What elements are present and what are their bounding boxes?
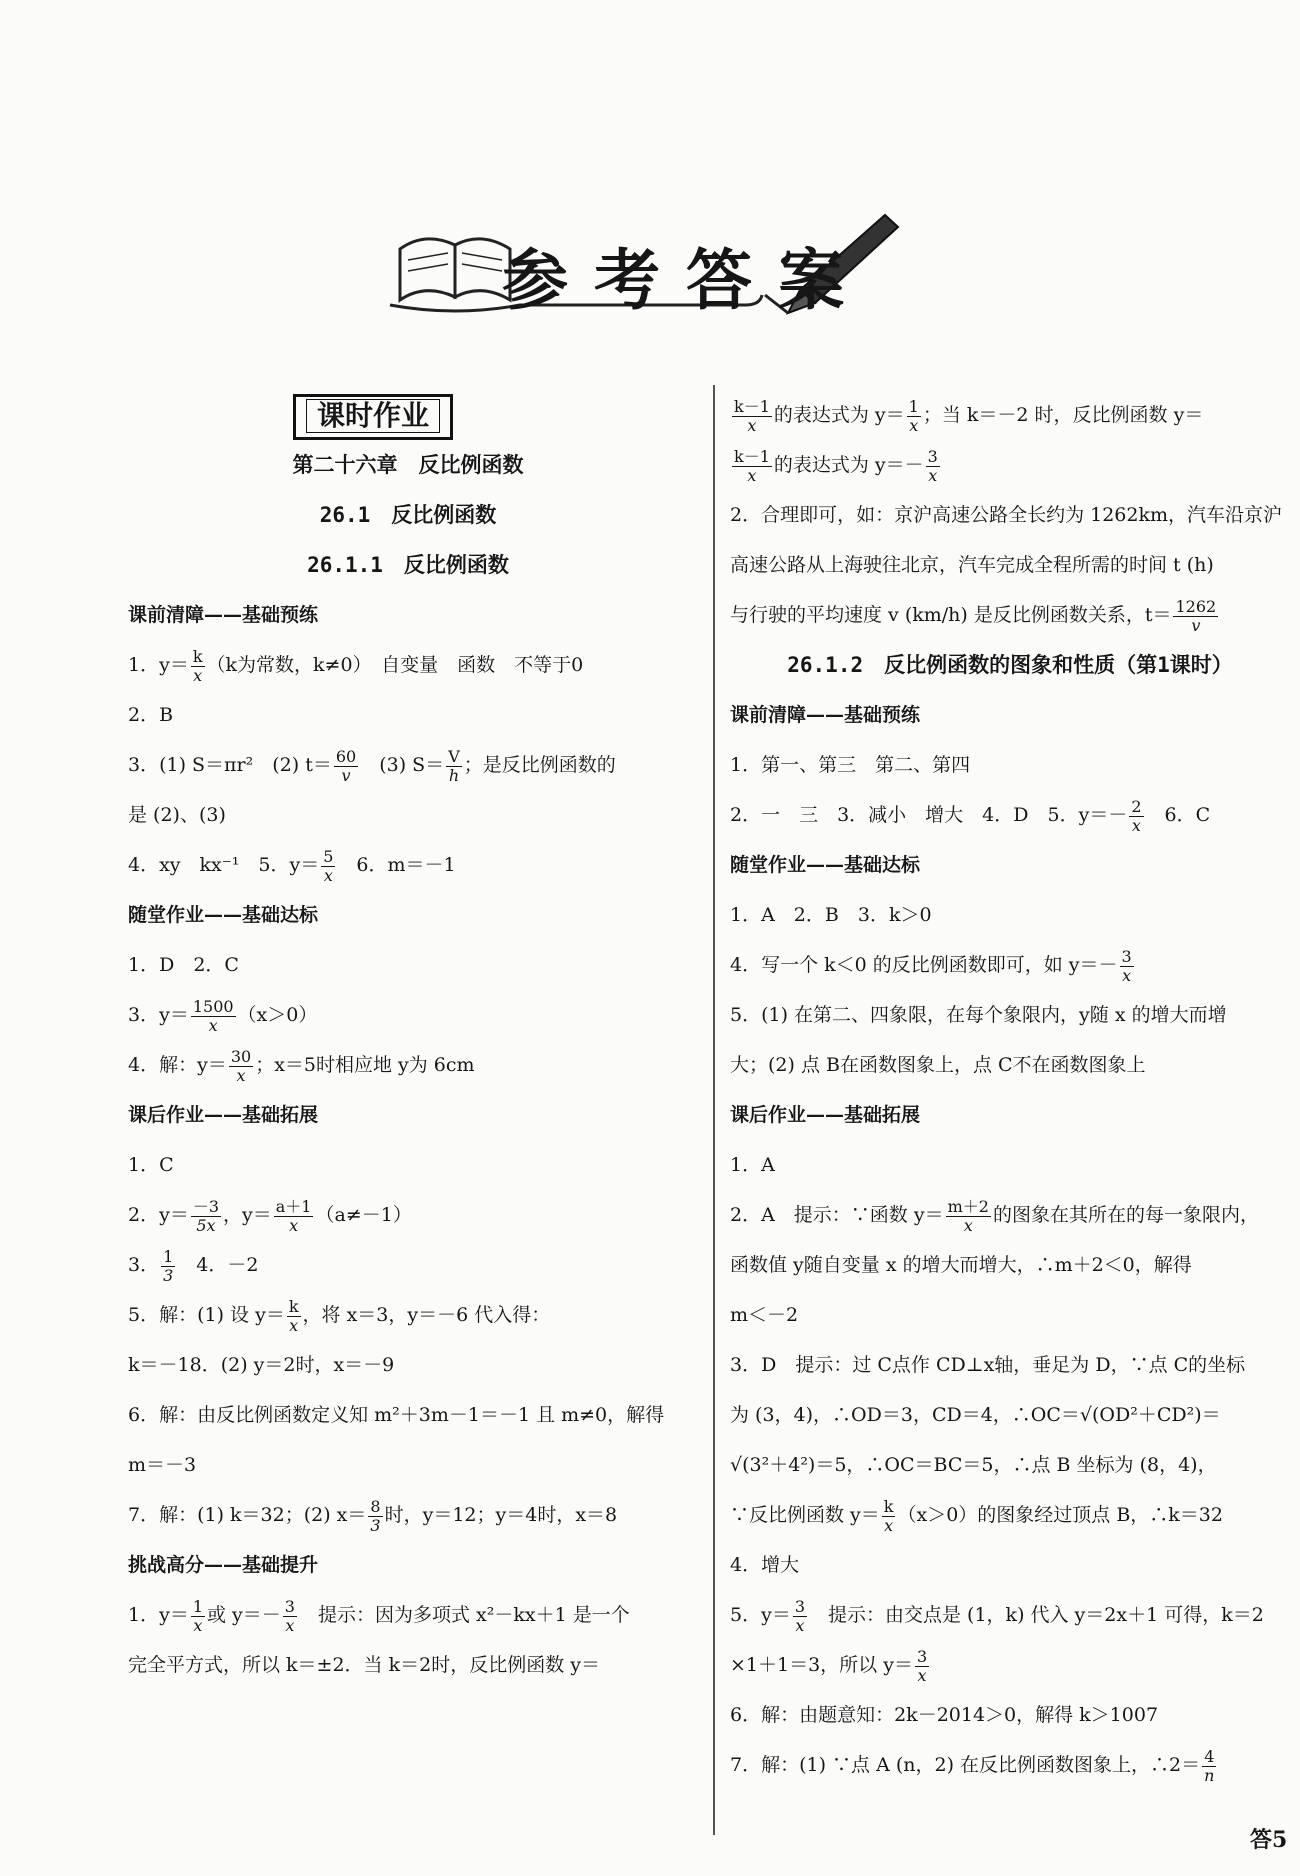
answer-line: $\frac{k-1}{x}$ 的表达式为 y＝－ $\frac{3}{x}$ <box>734 446 938 485</box>
answer-line: 1．y＝ $\frac{k}{x}$ （k为常数，k≠0） 自变量 函数 不等于0 <box>128 646 584 685</box>
answer-line: 2．一 三 3．减小 增大 4．D 5．y＝－ $\frac{2}{x}$ 6．C <box>730 796 1211 835</box>
answer-line: 是 (2)、(3) <box>128 804 226 826</box>
subsection-title: 26.1.1 反比例函数 <box>307 553 509 577</box>
page-number: 答5 <box>1250 1827 1288 1853</box>
page-title: 参考答案 <box>502 241 870 319</box>
answer-line: 2．y＝ $\frac{-3}{5x}$ ，y＝ $\frac{a+1}{x}$ （a≠－1） <box>128 1196 412 1235</box>
answer-line: 与行驶的平均速度 v (km/h) 是反比例函数关系，t＝ $\frac{1262}{v}$ <box>730 596 1217 635</box>
answer-line: 5．(1) 在第二、四象限，在每个象限内，y随 x 的增大而增 <box>730 1004 1227 1026</box>
left-column <box>128 390 688 1690</box>
answer-line: 1．第一、第三 第二、第四 <box>730 754 971 776</box>
section-title: 26.1 反比例函数 <box>319 503 497 527</box>
page-header <box>370 205 970 335</box>
section-badge: 课时作业 <box>128 390 688 440</box>
part-heading: 课前清障——基础预练 <box>730 704 921 726</box>
part-heading: 课后作业——基础拓展 <box>730 1104 921 1126</box>
part-heading: 挑战高分——基础提升 <box>128 1554 319 1576</box>
answer-line: 3． $\frac{1}{3}$ 4．－2 <box>128 1246 259 1285</box>
answer-line: 1．C <box>128 1154 174 1176</box>
answer-line: 1．y＝ $\frac{1}{x}$ 或 y＝－ $\frac{3}{x}$ 提示：因为多项式 x²－kx＋1 是一个 <box>128 1596 630 1635</box>
part-heading: 随堂作业——基础达标 <box>128 904 319 926</box>
answer-line: 大；(2) 点 B在函数图象上，点 C不在函数图象上 <box>730 1054 1146 1076</box>
answer-line: 函数值 y随自变量 x 的增大而增大，∴m＋2＜0，解得 <box>730 1254 1192 1276</box>
chapter-title: 第二十六章 反比例函数 <box>292 452 524 477</box>
answer-line: 3．(1) S＝πr² (2) t＝ $\frac{60}{v}$ (3) S＝ $\frac{V}{h}$ ；是反比例函数的 <box>128 746 616 785</box>
answer-line: k＝－18．(2) y＝2时，x＝－9 <box>128 1354 395 1376</box>
part-heading: 课后作业——基础拓展 <box>128 1104 319 1126</box>
answer-line: $\frac{k-1}{x}$ 的表达式为 y＝ $\frac{1}{x}$ ；当 k＝－2 时，反比例函数 y＝ <box>734 396 1204 435</box>
answer-line: 5．y＝ $\frac{3}{x}$ 提示：由交点是 (1，k) 代入 y＝2x＋1 可得，k＝2 <box>730 1596 1264 1635</box>
answer-line: 5．解：(1) 设 y＝ $\frac{k}{x}$ ，将 x＝3，y＝－6 代入得： <box>128 1296 551 1335</box>
answer-line: 7．解：(1) k＝32；(2) x＝ $\frac{8}{3}$ 时，y＝12；y＝4时，x＝8 <box>128 1496 618 1535</box>
answer-line: 6．解：由题意知：2k－2014＞0，解得 k＞1007 <box>730 1704 1159 1726</box>
answer-line: 1．A <box>730 1154 775 1176</box>
answer-line: 4．增大 <box>730 1554 800 1576</box>
answer-line: 完全平方式，所以 k＝±2．当 k＝2时，反比例函数 y＝ <box>128 1654 600 1676</box>
right-column <box>730 390 1290 1790</box>
answer-line: m＝－3 <box>128 1454 197 1476</box>
part-heading: 课前清障——基础预练 <box>128 604 319 626</box>
answer-line: 2．合理即可，如：京沪高速公路全长约为 1262km，汽车沿京沪 <box>730 504 1283 526</box>
answer-line: 为 (3，4)，∴OD＝3，CD＝4，∴OC＝√(OD²＋CD²)＝ <box>730 1404 1221 1426</box>
part-heading: 随堂作业——基础达标 <box>730 854 921 876</box>
answer-line: 1．D 2．C <box>128 954 239 976</box>
subsection-title: 26.1.2 反比例函数的图象和性质（第1课时） <box>787 653 1233 677</box>
answer-line: 2．B <box>128 704 174 726</box>
answer-line: 高速公路从上海驶往北京，汽车完成全程所需的时间 t (h) <box>730 554 1214 576</box>
answer-line: 4．解：y＝ $\frac{30}{x}$ ；x＝5时相应地 y为 6cm <box>128 1046 475 1085</box>
answer-line: m＜－2 <box>730 1304 799 1326</box>
answer-line: ×1＋1＝3，所以 y＝ $\frac{3}{x}$ <box>730 1646 928 1685</box>
answer-line: 3．y＝ $\frac{1500}{x}$ （x＞0） <box>128 996 318 1035</box>
answer-line: 6．解：由反比例函数定义知 m²＋3m－1＝－1 且 m≠0，解得 <box>128 1404 665 1426</box>
answer-line: 7．解：(1) ∵点 A (n，2) 在反比例函数图象上，∴2＝ $\frac{4}{n}$ <box>730 1746 1215 1785</box>
answer-line: 4．xy kx⁻¹ 5．y＝ $\frac{5}{x}$ 6．m＝－1 <box>128 846 456 885</box>
answer-line: ∵反比例函数 y＝ $\frac{k}{x}$ （x＞0）的图象经过顶点 B，∴k＝32 <box>730 1496 1223 1535</box>
answer-line: √(3²＋4²)＝5，∴OC＝BC＝5，∴点 B 坐标为 (8，4)， <box>730 1454 1217 1476</box>
answer-line: 1．A 2．B 3．k＞0 <box>730 904 932 926</box>
answer-line: 3．D 提示：过 C点作 CD⊥x轴，垂足为 D，∵点 C的坐标 <box>730 1354 1246 1376</box>
column-divider <box>713 385 715 1835</box>
answer-line: 2．A 提示：∵函数 y＝ $\frac{m+2}{x}$ 的图象在其所在的每一象限内， <box>730 1196 1259 1235</box>
answer-line: 4．写一个 k＜0 的反比例函数即可，如 y＝－ $\frac{3}{x}$ <box>730 946 1132 985</box>
